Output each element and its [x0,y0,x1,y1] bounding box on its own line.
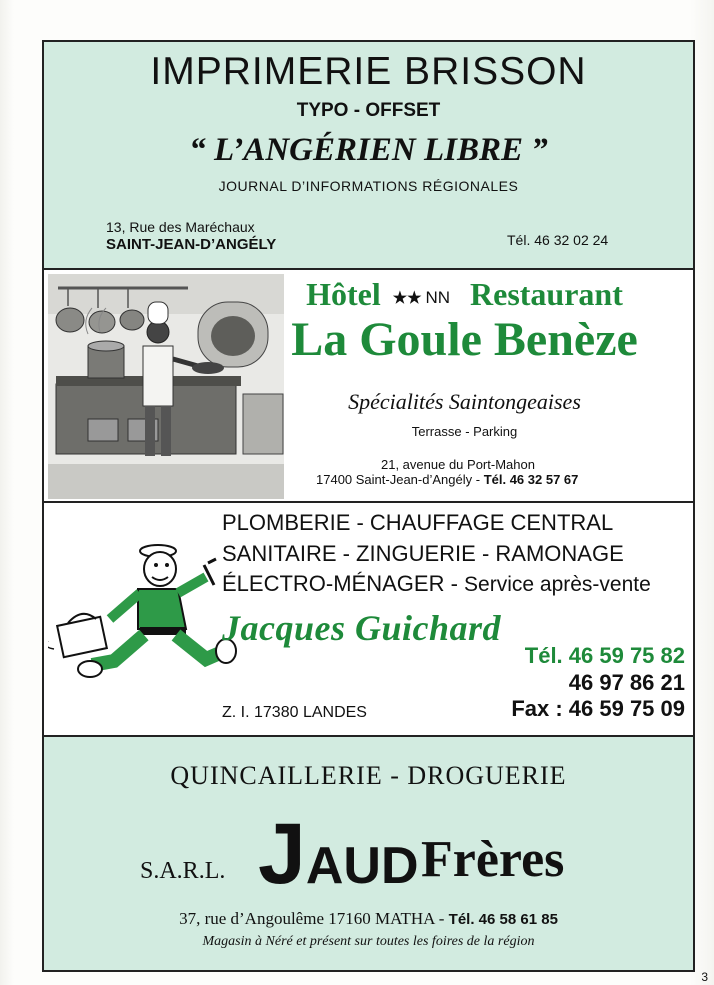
ad2-restaurant-word: Restaurant [470,276,623,312]
ad2-city: 17400 Saint-Jean-d’Angély - [316,472,481,487]
ad-jaud-freres [44,737,693,970]
ad2-specialities: Spécialités Saintongeaises [348,389,581,414]
ad2-hotel-word: Hôtel [306,276,381,312]
ad2-phone: Tél. 46 32 57 67 [483,472,579,487]
ad1-title: IMPRIMERIE BRISSON [150,50,587,93]
ad2-street: 21, avenue du Port-Mahon [381,457,535,472]
ad4-heading: QUINCAILLERIE - DROGUERIE [170,761,567,790]
ad3-line1: PLOMBERIE - CHAUFFAGE CENTRAL [222,510,614,535]
ad-plomberie-guichard [44,503,693,737]
ad4-brand-j: J [258,806,306,902]
plumber-mascot-illustration [48,541,248,691]
star-icon: ★★ [392,289,422,307]
ad3-phone1: Tél. 46 59 75 82 [524,643,685,668]
ad3-phone2: 46 97 86 21 [568,670,685,695]
ad4-address-line [44,909,693,929]
ad1-subtitle: TYPO - OFFSET [296,100,441,121]
ad1-newspaper-name: “ L’ANGÉRIEN LIBRE ” [189,132,548,168]
ad3-name: Jacques Guichard [222,608,502,648]
ad4-note: Magasin à Néré et présent sur toutes les foires de la région [202,934,535,949]
ad3-fax: Fax : 46 59 75 09 [511,696,685,721]
ad3-line3 [222,571,651,597]
ad1-street: 13, Rue des Maréchaux [106,219,255,235]
ad-frame [42,40,695,972]
ad2-city-phone [316,472,578,487]
ad2-hotel-line [240,276,689,313]
ad3-line3-a: ÉLECTRO-MÉNAGER - [222,571,458,596]
ad4-brand [258,805,419,904]
ad4-brand-aud: AUD [305,837,419,895]
ad4-freres: Frères [421,831,565,888]
ad-imprimerie-brisson [44,42,693,270]
ad3-line3-b: Service après-vente [464,573,651,596]
ad4-sarl: S.A.R.L. [140,858,226,884]
ad3-line2: SANITAIRE - ZINGUERIE - RAMONAGE [222,541,624,566]
ad4-street: 37, rue d’Angoulême 17160 MATHA - [179,909,445,928]
ad2-nn: NN [425,287,450,307]
ad1-city: SAINT-JEAN-D’ANGÉLY [106,236,277,253]
ad3-address: Z. I. 17380 LANDES [222,704,367,721]
ad2-amenities: Terrasse - Parking [411,424,518,439]
ad4-phone: Tél. 46 58 61 85 [448,911,558,928]
ad1-phone: Tél. 46 32 02 24 [507,232,609,248]
ad-hotel-restaurant [44,270,693,503]
page-number: 3 [701,970,708,984]
ad1-tagline: JOURNAL D’INFORMATIONS RÉGIONALES [218,178,519,194]
ad2-name: La Goule Benèze [291,313,638,366]
